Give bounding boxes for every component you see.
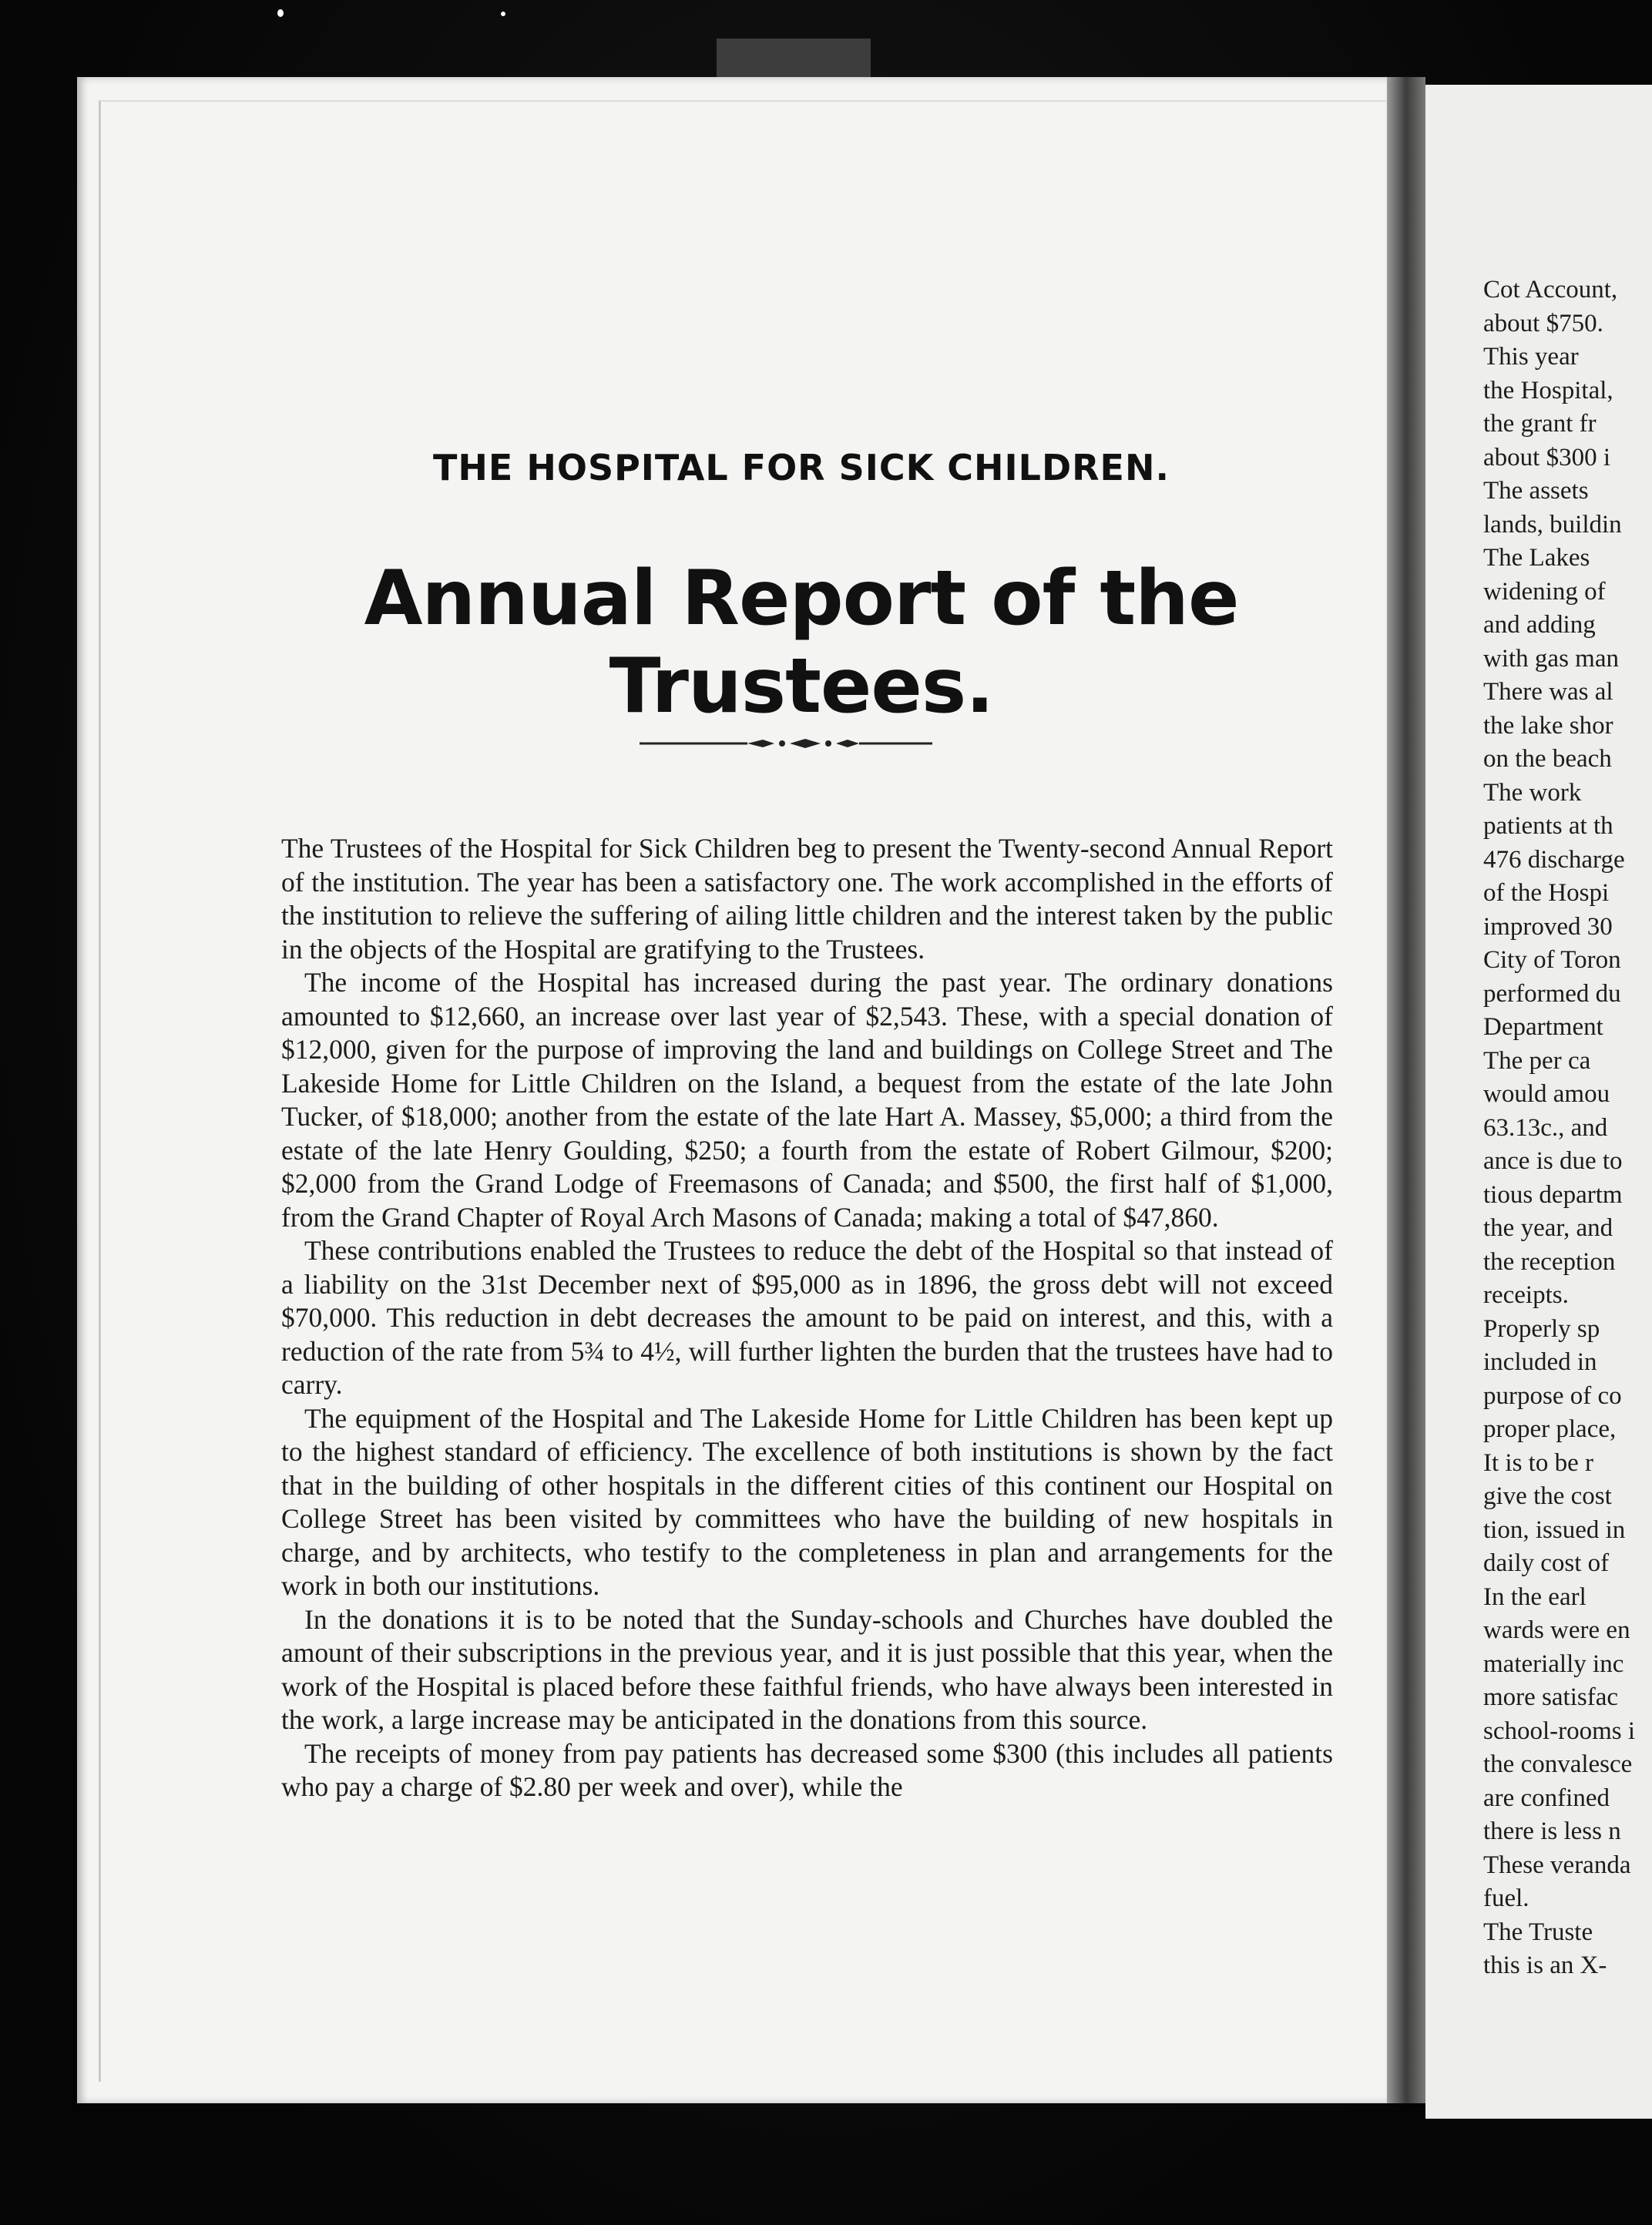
right-page-line: daily cost of (1483, 1549, 1610, 1577)
right-page-line: there is less n (1483, 1817, 1621, 1845)
scan-speck (277, 9, 284, 17)
right-page-line: ance is due to (1483, 1147, 1623, 1175)
right-page-line: The work (1483, 778, 1582, 807)
right-page-line: and adding (1483, 611, 1596, 639)
right-page-line: patients at th (1483, 812, 1613, 840)
right-page-line: this is an X- (1483, 1951, 1607, 1979)
right-page-line: included in (1483, 1348, 1597, 1376)
paragraph-introduction: The Trustees of the Hospital for Sick Children beg to present the Twenty-second Annual Report of the institution. The year has been a satisfactory one. The work accomplished in the efforts of the institution to relieve the suffering of ailing little children and the interest taken by the public in the objects of the Hospital are gratifying to the Trustees. (281, 833, 1333, 965)
right-page-line: the grant fr (1483, 410, 1597, 438)
right-page-line: Cot Account, (1483, 276, 1618, 304)
right-page-line: 476 discharge (1483, 845, 1625, 874)
ornament-divider-icon (640, 736, 932, 751)
right-page-line: would amou (1483, 1080, 1610, 1108)
right-page-line: purpose of co (1483, 1381, 1622, 1410)
right-page-line: tion, issued in (1483, 1515, 1626, 1544)
right-page-line: about $300 i (1483, 443, 1610, 472)
right-page-line: fuel. (1483, 1884, 1529, 1912)
right-page-line: widening of (1483, 577, 1606, 606)
right-page-line: The Truste (1483, 1918, 1593, 1946)
right-page-line: are confined (1483, 1784, 1610, 1812)
right-page-line: about $750. (1483, 309, 1603, 337)
right-page-line: improved 30 (1483, 912, 1613, 941)
right-page-line: tious departm (1483, 1180, 1623, 1209)
right-page-line: It is to be r (1483, 1448, 1593, 1477)
right-page-line: the Hospital, (1483, 376, 1613, 404)
paragraph-income: The income of the Hospital has increased during the past year. The ordinary donations amounted to $12,660, an increase over last year of $2,543. These, with a special donation of $12,000, given for the purpose of improving the land and buildings on College Street and The Lakeside Home for Little Children on the Island, a bequest from the estate of the late John Tucker, of $18,000; another from the estate of the late Hart A. Massey, $5,000; a third from the estate of the late Henry Goulding, $250; a fourth from the estate of Robert Gilmour, $200; $2,000 from the Grand Lodge of Freemasons of Canada; and $500, the first half of $1,000, from the Grand Chapter of Royal Arch Masons of Canada; making a total of $47,860. (281, 967, 1333, 1233)
right-page-line: The per ca (1483, 1046, 1591, 1075)
right-page-line: This year (1483, 343, 1579, 371)
right-page-line: The assets (1483, 477, 1589, 505)
right-page-line: proper place, (1483, 1415, 1617, 1443)
binding-clip (717, 39, 871, 77)
right-page-line: Department (1483, 1013, 1603, 1041)
paragraph-pay-patients: The receipts of money from pay patients has decreased some $300 (this includes all patients who pay a charge of $2.80 per week and over), while the (281, 1737, 1333, 1802)
right-page-line: on the beach (1483, 745, 1612, 773)
right-page-line: The Lakes (1483, 544, 1590, 572)
right-page-line: give the cost (1483, 1482, 1612, 1510)
right-page-line: the convalesce (1483, 1750, 1633, 1778)
right-page-line: school-rooms i (1483, 1717, 1636, 1745)
right-page-line: of the Hospi (1483, 879, 1610, 907)
right-page-line: Properly sp (1483, 1314, 1600, 1343)
right-page-line: There was al (1483, 678, 1613, 706)
right-page-line: lands, buildin (1483, 510, 1622, 539)
right-page-line: the reception (1483, 1247, 1616, 1276)
right-page-line: 63.13c., and (1483, 1113, 1608, 1142)
right-page-text-fragments (1483, 274, 1652, 1983)
right-page-line: These veranda (1483, 1851, 1631, 1879)
right-page-line: the year, and (1483, 1214, 1613, 1242)
right-page-line: City of Toron (1483, 946, 1621, 974)
book-gutter (1387, 77, 1425, 2103)
report-body (281, 832, 1333, 1804)
right-page-line: performed du (1483, 979, 1621, 1008)
right-page-line: In the earl (1483, 1582, 1587, 1611)
hospital-heading: THE HOSPITAL FOR SICK CHILDREN. (433, 447, 1170, 488)
scan-speck (501, 12, 505, 16)
right-page-line: the lake shor (1483, 711, 1613, 740)
right-page-line: wards were en (1483, 1616, 1630, 1644)
right-page-line: receipts. (1483, 1281, 1569, 1309)
right-page-line: materially inc (1483, 1649, 1624, 1678)
paragraph-equipment: The equipment of the Hospital and The Lakeside Home for Little Children has been kept up to the highest standard of efficiency. The excellence of both institutions is shown by the fact that in the building of other hospitals in the different cities of this continent our Hospital on College Street has been visited by committees who have the building of new hospitals in charge, and by architects, who testify to the completeness in plan and arrangements for the work in both our institutions. (281, 1402, 1333, 1601)
paragraph-donations: In the donations it is to be noted that the Sunday-schools and Churches have doubled the amount of their subscriptions in the previous year, and it is just possible that this year, when the work of the Hospital is placed before these faithful friends, who have always been interested in the work, a large increase may be anticipated in the donations from this source. (281, 1603, 1333, 1735)
right-page-line: with gas man (1483, 644, 1619, 673)
paragraph-debt: These contributions enabled the Trustees to reduce the debt of the Hospital so that instead of a liability on the 31st December next of $95,000 as in 1896, the gross debt will not exceed $70,000. This reduction in debt decreases the amount to be paid on interest, and this, with a reduction of the rate from 5¾ to 4½, will further lighten the burden that the trustees have had to carry. (281, 1235, 1333, 1400)
right-page-line: more satisfac (1483, 1683, 1619, 1711)
report-title: Annual Report of the Trustees. (364, 555, 1239, 730)
